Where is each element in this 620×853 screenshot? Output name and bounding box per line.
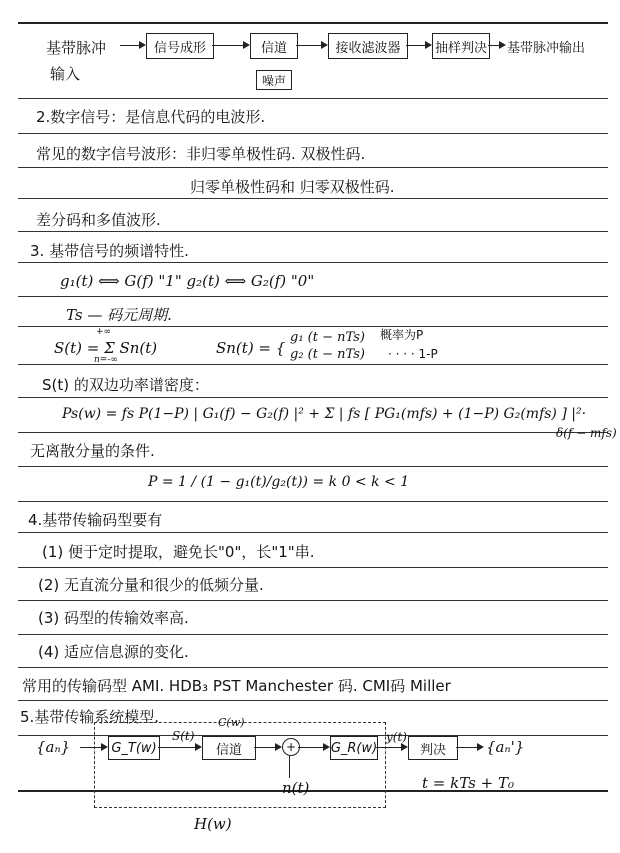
label-nt: n(t) bbox=[282, 779, 310, 797]
block-channel: 信道 bbox=[250, 33, 298, 59]
ruled-line bbox=[18, 167, 608, 168]
s3-cond-title: 无离散分量的条件. bbox=[30, 442, 155, 460]
block-gr: G_R(w) bbox=[330, 736, 378, 760]
ruled-line bbox=[18, 466, 608, 467]
s5-title: 5.基带传输系统模型. bbox=[20, 708, 160, 726]
arrow bbox=[488, 45, 504, 46]
ruled-line bbox=[18, 22, 608, 24]
ruled-line bbox=[18, 532, 608, 533]
label-yt: y(t) bbox=[386, 730, 407, 744]
block-judge: 判决 bbox=[408, 736, 458, 760]
arrow bbox=[298, 747, 328, 748]
s4-item-3: (3) 码型的传输效率高. bbox=[38, 609, 189, 627]
ruled-line bbox=[18, 501, 608, 502]
hw-dashed-box bbox=[94, 722, 386, 808]
s4-item-1: (1) 便于定时提取，避免长"0"，长"1"串. bbox=[42, 543, 315, 561]
output-label: 基带脉冲输出 bbox=[507, 41, 586, 56]
s3-psd-delta: δ(f − mfs) bbox=[556, 426, 617, 440]
sum-upper-limit: +∞ bbox=[96, 327, 112, 337]
ruled-line bbox=[18, 133, 608, 134]
ruled-line bbox=[18, 198, 608, 199]
block-receive-filter: 接收滤波器 bbox=[328, 33, 408, 59]
block-channel-2: 信道 bbox=[202, 736, 256, 760]
sum-lower-limit: n=-∞ bbox=[94, 355, 118, 365]
arrow bbox=[254, 747, 280, 748]
ruled-line bbox=[18, 231, 608, 232]
ruled-line bbox=[18, 667, 608, 668]
s3-sn: Sn(t) = { bbox=[216, 339, 286, 357]
block-noise: 噪声 bbox=[256, 70, 292, 90]
arrow bbox=[296, 45, 326, 46]
ruled-line bbox=[18, 567, 608, 568]
s3-pair: g₁(t) ⟺ G(f) "1" g₂(t) ⟺ G₂(f) "0" bbox=[60, 272, 315, 290]
ruled-line bbox=[18, 600, 608, 601]
s3-prob-1p: · · · · 1-P bbox=[388, 347, 438, 361]
s2-common: 常见的数字信号波形：非归零单极性码. 双极性码. bbox=[36, 145, 366, 163]
arrow bbox=[376, 747, 406, 748]
ruled-line bbox=[18, 262, 608, 263]
s3-sn1: g₁ (t − nTs) bbox=[290, 330, 365, 345]
output-sequence: {aₙ'} bbox=[486, 738, 525, 756]
block-shaping: 信号成形 bbox=[146, 33, 214, 59]
input-label: 基带脉冲 bbox=[46, 39, 107, 57]
arrow bbox=[406, 45, 430, 46]
arrow bbox=[212, 45, 248, 46]
label-st: S(t) bbox=[172, 729, 195, 743]
noise-line bbox=[289, 756, 290, 778]
s4-item-2: (2) 无直流分量和很少的低频分量. bbox=[38, 576, 264, 594]
s2-common-2: 归零单极性码和 归零双极性码. bbox=[190, 178, 395, 196]
block-sample-decide: 抽样判决 bbox=[432, 33, 490, 59]
s2-title: 2.数字信号：是信息代码的电波形. bbox=[36, 108, 266, 126]
s3-title: 3. 基带信号的频谱特性. bbox=[30, 242, 189, 260]
ruled-line bbox=[18, 432, 608, 433]
label-cw: C(w) bbox=[218, 716, 245, 729]
s3-ts: Ts — 码元周期. bbox=[66, 306, 172, 324]
ruled-line bbox=[18, 296, 608, 297]
sample-time: t = kTs + T₀ bbox=[422, 774, 514, 792]
ruled-line bbox=[18, 98, 608, 99]
ruled-line bbox=[18, 397, 608, 398]
input-sequence: {aₙ} bbox=[36, 738, 71, 756]
s3-prob-p: 概率为P bbox=[380, 328, 424, 342]
adder: + bbox=[282, 738, 300, 756]
input-label-2: 输入 bbox=[50, 65, 81, 83]
s2-diff: 差分码和多值波形. bbox=[36, 211, 161, 229]
arrow bbox=[80, 747, 106, 748]
s3-sn2: g₂ (t − nTs) bbox=[290, 347, 365, 362]
ruled-line bbox=[18, 634, 608, 635]
s4-item-4: (4) 适应信息源的变化. bbox=[38, 643, 189, 661]
block-gt: G_T(w) bbox=[108, 736, 160, 760]
s4-title: 4.基带传输码型要有 bbox=[28, 511, 163, 529]
s3-psd-title: S(t) 的双边功率谱密度： bbox=[42, 376, 209, 394]
s3-psd: Ps(w) = fs P(1−P) | G₁(f) − G₂(f) |² + Σ | fs [ PG₁(mfs) + (1−P) G₂(mfs) ] |²· bbox=[62, 406, 587, 422]
arrow bbox=[120, 45, 144, 46]
s4-common: 常用的传输码型 AMI. HDB₃ PST Manchester 码. CMI码 Miller bbox=[22, 677, 451, 695]
ruled-line bbox=[18, 700, 608, 701]
s3-st: S(t) = Σ Sn(t) bbox=[54, 339, 158, 357]
label-hw: H(w) bbox=[194, 815, 232, 833]
s3-cond: P = 1 / (1 − g₁(t)/g₂(t)) = k 0 < k < 1 bbox=[148, 474, 410, 490]
arrow bbox=[456, 747, 482, 748]
arrow bbox=[158, 747, 200, 748]
